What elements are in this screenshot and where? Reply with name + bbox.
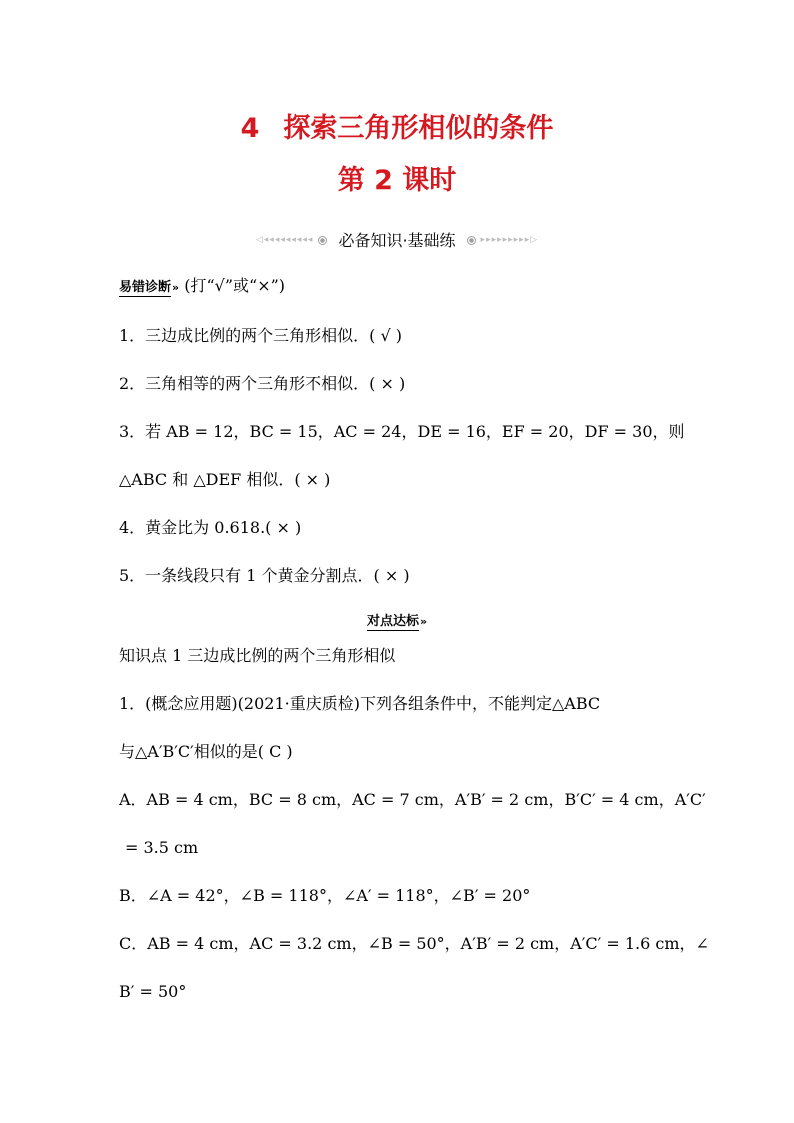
lesson-number: 4 (240, 113, 260, 144)
question-stem-continued: 与△A′B′C′相似的是( C ) (119, 742, 293, 761)
knowledge-point-heading: 知识点 1 三边成比例的两个三角形相似 (119, 646, 396, 665)
error-diagnosis-instruction: (打“√”或“×”) (184, 276, 286, 295)
error-diagnosis-header (119, 276, 285, 298)
practice-header (0, 610, 794, 629)
option-c: C．AB = 4 cm，AC = 3.2 cm，∠B = 50°，A′B′ = 2 cm，A′C′ = 1.6 cm，∠ (119, 934, 709, 953)
lesson-subtitle: 第 2 课时 (337, 165, 457, 196)
true-false-item: 2．三角相等的两个三角形不相似．( × ) (119, 374, 406, 393)
practice-tag: 对点达标 (366, 614, 419, 629)
question-stem: 1．(概念应用题)(2021·重庆质检)下列各组条件中，不能判定△ABC (119, 694, 601, 713)
true-false-item: 3．若 AB = 12，BC = 15，AC = 24，DE = 16，EF = 20，DF = 30，则 (119, 422, 685, 441)
option-a-continued: = 3.5 cm (125, 838, 199, 857)
double-chevron-icon: » (172, 281, 180, 294)
section-banner (0, 228, 794, 251)
option-a: A．AB = 4 cm，BC = 8 cm，AC = 7 cm，A′B′ = 2 cm，B′C′ = 4 cm，A′C′ (119, 790, 706, 809)
option-c-continued: B′ = 50° (119, 982, 187, 1001)
banner-left-decoration: ◁◂◂◂◂◂◂◂◂◂ (255, 234, 314, 245)
target-icon (467, 236, 476, 245)
double-chevron-icon: » (419, 615, 428, 628)
error-diagnosis-tag: 易错诊断 (119, 280, 172, 295)
true-false-item-continued: △ABC 和 △DEF 相似．( × ) (119, 470, 331, 489)
true-false-item: 4．黄金比为 0.618.( × ) (119, 518, 302, 537)
option-b: B．∠A = 42°，∠B = 118°，∠A′ = 118°，∠B′ = 20° (119, 886, 531, 905)
banner-right-decoration: ▸▸▸▸▸▸▸▸▸▷ (480, 234, 539, 245)
lesson-main-title: 探索三角形相似的条件 (283, 113, 554, 144)
true-false-item: 5．一条线段只有 1 个黄金分割点．( × ) (119, 566, 410, 585)
banner-title: 必备知识·基础练 (338, 231, 456, 250)
target-icon (318, 236, 327, 245)
true-false-item: 1．三边成比例的两个三角形相似．( √ ) (119, 326, 403, 345)
lesson-title (0, 106, 794, 145)
